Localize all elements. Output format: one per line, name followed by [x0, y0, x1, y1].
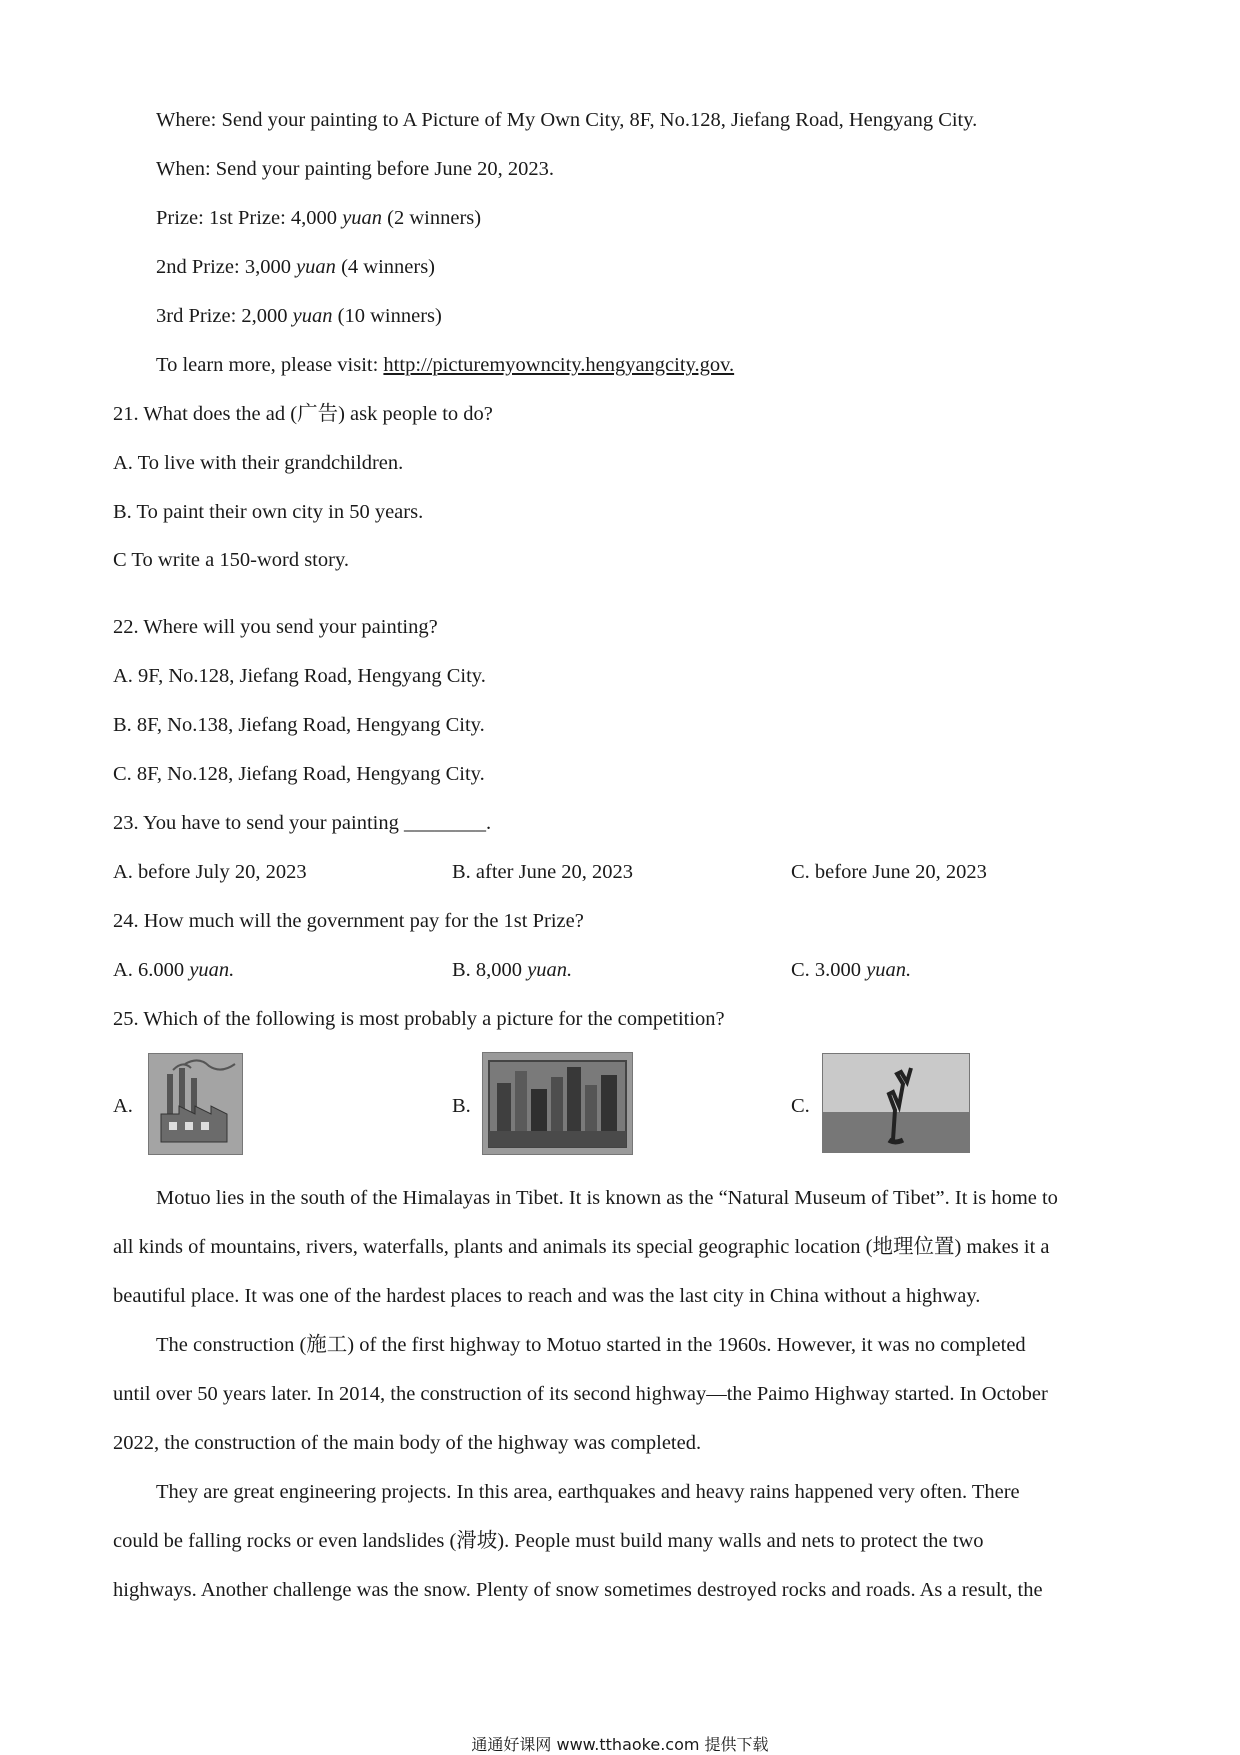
q24-option-b: B. 8,000 yuan. [452, 959, 573, 981]
passage-p1-line3: beautiful place. It was one of the hardest places to reach and was the last city in China without a highway. [113, 1285, 981, 1307]
q25-picture-a-factory [148, 1053, 243, 1155]
q25-option-a-label: A. [113, 1095, 133, 1117]
q24-option-c: C. 3.000 yuan. [791, 959, 912, 981]
q21-option-c: C To write a 150-word story. [113, 549, 349, 571]
q21-option-a: A. To live with their grandchildren. [113, 452, 404, 474]
q25-option-c-label: C. [791, 1095, 810, 1117]
ad-prize-3: 3rd Prize: 2,000 yuan (10 winners) [156, 305, 442, 327]
q22-stem: 22. Where will you send your painting? [113, 616, 438, 638]
q25-picture-b-city [482, 1052, 633, 1155]
q24-stem: 24. How much will the government pay for the 1st Prize? [113, 910, 584, 932]
passage-p3-line1: They are great engineering projects. In this area, earthquakes and heavy rains happened very often. There [156, 1481, 1020, 1503]
q22-option-a: A. 9F, No.128, Jiefang Road, Hengyang City. [113, 665, 486, 687]
passage-p2-line2: until over 50 years later. In 2014, the construction of its second highway—the Paimo Highway started. In October [113, 1383, 1048, 1405]
ad-prize-2: 2nd Prize: 3,000 yuan (4 winners) [156, 256, 435, 278]
q23-option-b: B. after June 20, 2023 [452, 861, 634, 883]
passage-p2-line1: The construction (施工) of the first highway to Motuo started in the 1960s. However, it was no completed [156, 1334, 1026, 1356]
q22-option-c: C. 8F, No.128, Jiefang Road, Hengyang City. [113, 763, 485, 785]
ad-learn-more: To learn more, please visit: http://picturemyowncity.hengyangcity.gov. [156, 354, 735, 376]
q22-option-b: B. 8F, No.138, Jiefang Road, Hengyang City. [113, 714, 485, 736]
q24-option-a: A. 6.000 yuan. [113, 959, 235, 981]
q23-option-c: C. before June 20, 2023 [791, 861, 987, 883]
q21-stem: 21. What does the ad (广告) ask people to do? [113, 403, 493, 425]
ad-when: When: Send your painting before June 20, 2023. [156, 158, 554, 180]
q23-stem: 23. You have to send your painting ________. [113, 812, 492, 834]
q25-option-b-label: B. [452, 1095, 471, 1117]
passage-p1-line2: all kinds of mountains, rivers, waterfalls, plants and animals its special geographic location (地理位置) makes it a [113, 1236, 1050, 1258]
passage-p2-line3: 2022, the construction of the main body of the highway was completed. [113, 1432, 702, 1454]
passage-p1-line1: Motuo lies in the south of the Himalayas in Tibet. It is known as the “Natural Museum of Tibet”. It is home to [156, 1187, 1058, 1209]
page-footer: 通通好课网 www.tthaoke.com 提供下载 [471, 1735, 769, 1754]
q25-stem: 25. Which of the following is most probably a picture for the competition? [113, 1008, 725, 1030]
q25-picture-c-tree [822, 1053, 970, 1153]
ad-prize-1: Prize: 1st Prize: 4,000 yuan (2 winners) [156, 207, 482, 229]
ad-where: Where: Send your painting to A Picture of My Own City, 8F, No.128, Jiefang Road, Hengyang City. [156, 109, 978, 131]
ad-url-link[interactable]: http://picturemyowncity.hengyangcity.gov. [383, 354, 735, 376]
passage-p3-line2: could be falling rocks or even landslides (滑坡). People must build many walls and nets to protect the two [113, 1530, 984, 1552]
q21-option-b: B. To paint their own city in 50 years. [113, 501, 424, 523]
passage-p3-line3: highways. Another challenge was the snow. Plenty of snow sometimes destroyed rocks and roads. As a result, the [113, 1579, 1043, 1601]
q23-option-a: A. before July 20, 2023 [113, 861, 307, 883]
